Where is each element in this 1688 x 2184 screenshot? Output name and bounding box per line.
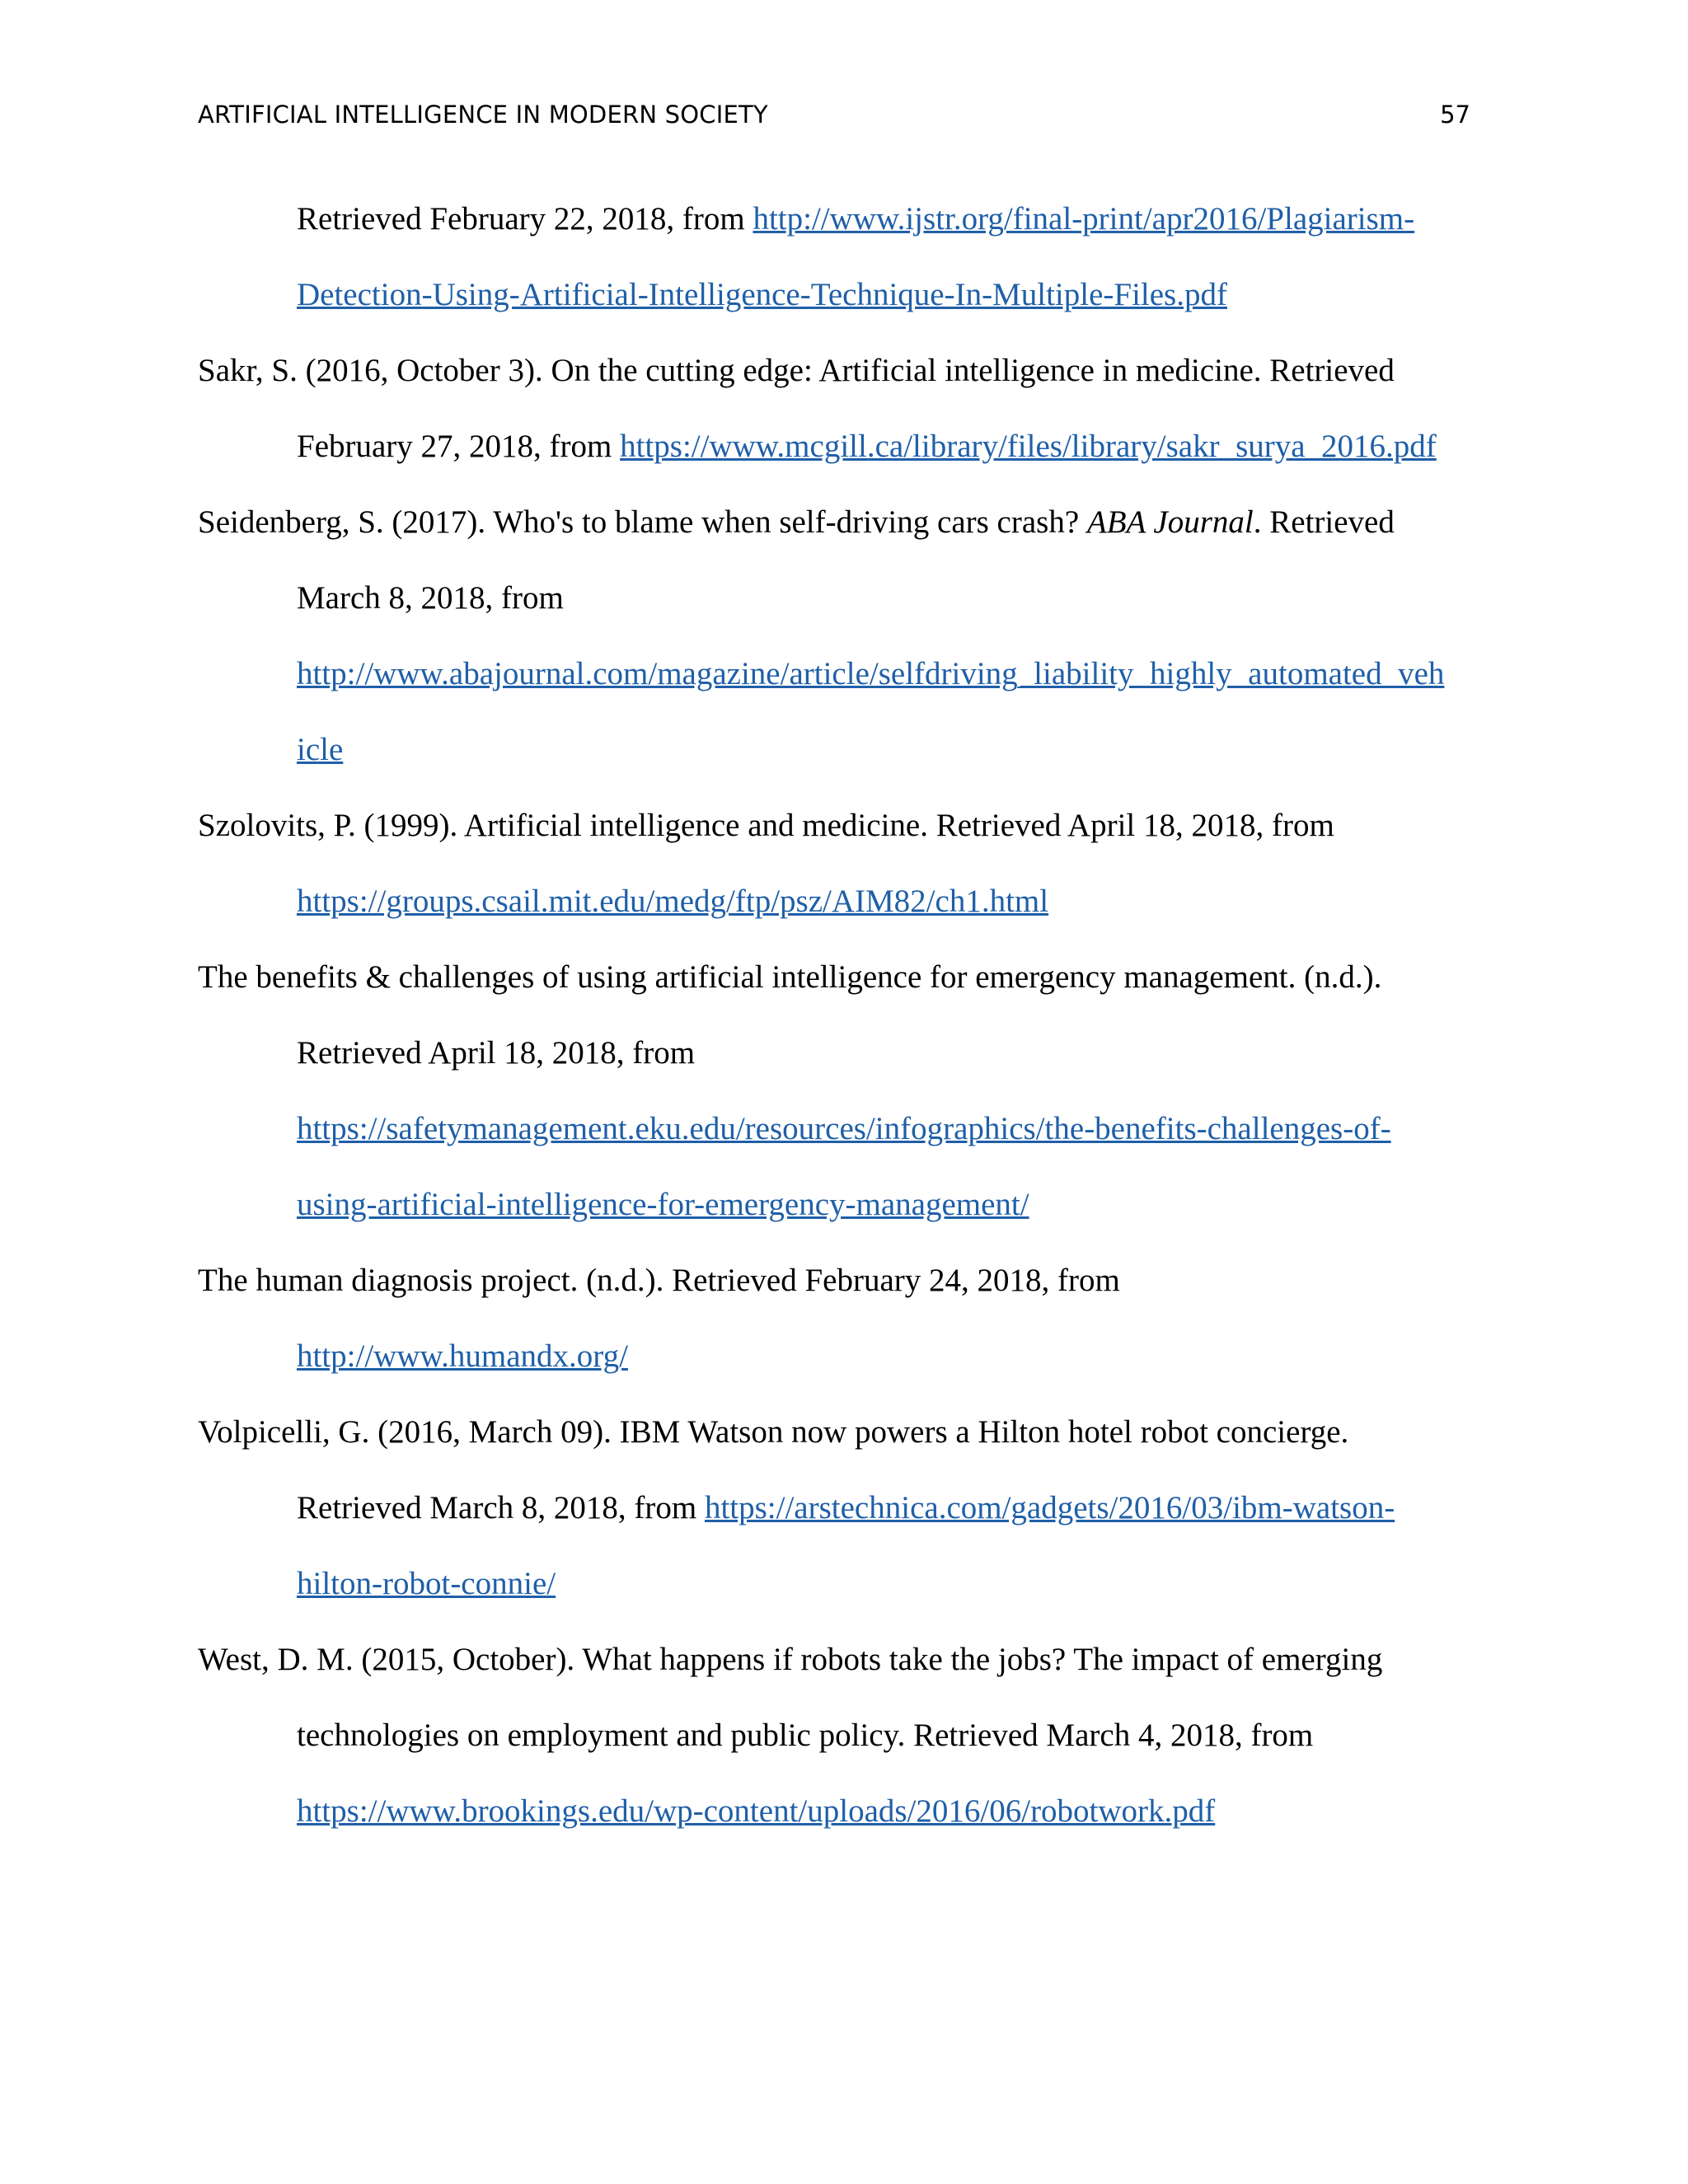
reference-line — [198, 1638, 1484, 1714]
reference-text: West, D. M. (2015, October). What happens if robots take the jobs? The impact of emerging — [198, 1642, 1383, 1677]
reference-text: . Retrieved — [1253, 504, 1395, 540]
reference-line — [198, 804, 1484, 880]
reference-link[interactable]: icle — [297, 732, 344, 767]
reference-link[interactable]: http://www.abajournal.com/magazine/article/selfdriving_liability_highly_automated_veh — [297, 656, 1445, 691]
reference-link[interactable]: http://www.ijstr.org/final-print/apr2016/Plagiarism- — [753, 201, 1415, 237]
reference-text: Sakr, S. (2016, October 3). On the cutting edge: Artificial intelligence in medicine. Retrieved — [198, 353, 1395, 388]
reference-line — [198, 1563, 1484, 1638]
reference-line — [198, 653, 1484, 729]
reference-line — [198, 274, 1484, 349]
reference-line — [198, 1259, 1484, 1335]
running-head: ARTIFICIAL INTELLIGENCE IN MODERN SOCIETY — [198, 101, 768, 129]
reference-link[interactable]: https://arstechnica.com/gadgets/2016/03/ibm-watson- — [704, 1490, 1395, 1526]
reference-link[interactable]: using-artificial-intelligence-for-emergency-management/ — [297, 1187, 1029, 1222]
reference-line — [198, 577, 1484, 653]
reference-list — [198, 198, 1484, 1866]
reference-line — [198, 198, 1484, 274]
reference-text: Retrieved February 22, 2018, from — [297, 201, 753, 237]
reference-line — [198, 501, 1484, 577]
reference-line — [198, 349, 1484, 425]
reference-text: Volpicelli, G. (2016, March 09). IBM Watson now powers a Hilton hotel robot concierge. — [198, 1414, 1349, 1450]
reference-link[interactable]: https://www.mcgill.ca/library/files/library/sakr_surya_2016.pdf — [620, 429, 1437, 464]
reference-line — [198, 1714, 1484, 1790]
reference-link[interactable]: Detection-Using-Artificial-Intelligence-Technique-In-Multiple-Files.pdf — [297, 277, 1227, 312]
reference-text: February 27, 2018, from — [297, 429, 621, 464]
reference-text: Retrieved March 8, 2018, from — [297, 1490, 705, 1526]
reference-line — [198, 425, 1484, 501]
reference-text: March 8, 2018, from — [297, 580, 564, 616]
reference-line — [198, 1183, 1484, 1259]
reference-link[interactable]: https://safetymanagement.eku.edu/resources/infographics/the-benefits-challenges-of- — [297, 1111, 1391, 1146]
reference-text: The human diagnosis project. (n.d.). Retrieved February 24, 2018, from — [198, 1263, 1120, 1298]
reference-line — [198, 729, 1484, 804]
reference-line — [198, 1032, 1484, 1108]
reference-text: Szolovits, P. (1999). Artificial intelligence and medicine. Retrieved April 18, 2018, from — [198, 808, 1334, 843]
journal-title: ABA Journal — [1086, 504, 1254, 540]
reference-line — [198, 1487, 1484, 1563]
reference-link[interactable]: https://www.brookings.edu/wp-content/uploads/2016/06/robotwork.pdf — [297, 1793, 1216, 1829]
reference-text: The benefits & challenges of using artificial intelligence for emergency management. (n.d.). — [198, 959, 1382, 995]
reference-text: technologies on employment and public policy. Retrieved March 4, 2018, from — [297, 1718, 1314, 1753]
reference-text: Retrieved April 18, 2018, from — [297, 1035, 696, 1071]
reference-link[interactable]: http://www.humandx.org/ — [297, 1338, 628, 1374]
reference-line — [198, 880, 1484, 956]
reference-line — [198, 1335, 1484, 1411]
reference-link[interactable]: hilton-robot-connie/ — [297, 1566, 556, 1601]
reference-line — [198, 1411, 1484, 1487]
reference-line — [198, 956, 1484, 1032]
reference-text: Seidenberg, S. (2017). Who's to blame when self-driving cars crash? — [198, 504, 1087, 540]
page-number: 57 — [1440, 101, 1470, 129]
reference-line — [198, 1790, 1484, 1866]
reference-link[interactable]: https://groups.csail.mit.edu/medg/ftp/psz/AIM82/ch1.html — [297, 883, 1049, 919]
reference-line — [198, 1108, 1484, 1183]
